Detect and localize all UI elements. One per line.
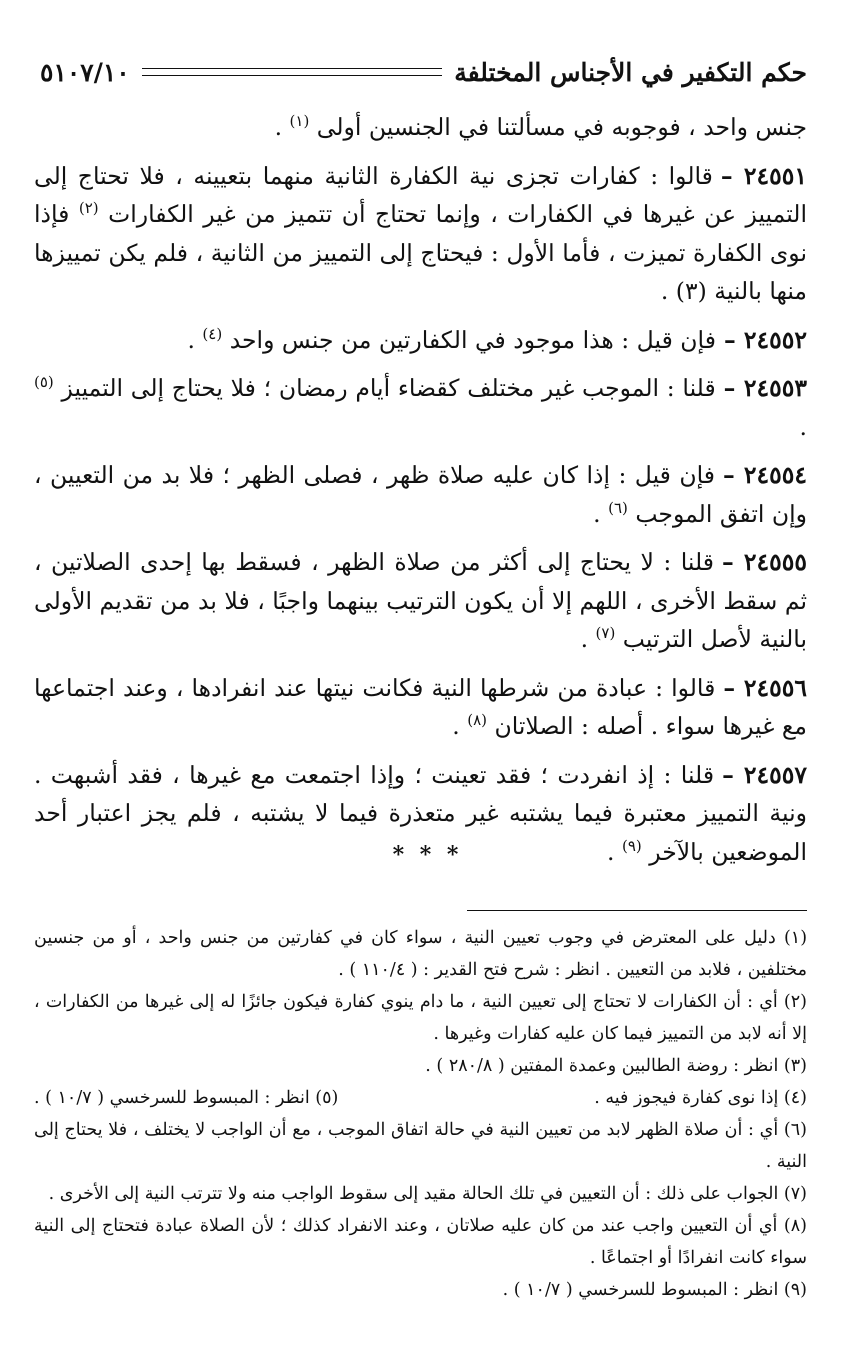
paragraph-text: قالوا : عبادة من شرطها النية فكانت نيتها عند انفرادها ، وعند اجتماعها مع غيرها سواء . أصله : الصلاتان bbox=[34, 673, 807, 740]
header-rule bbox=[142, 68, 443, 76]
paragraph-number: ٢٤٥٥٦ – bbox=[723, 673, 807, 702]
footnote: (٤) إذا نوى كفارة فيجوز فيه . bbox=[594, 1088, 807, 1108]
paragraph-tail: . bbox=[187, 325, 203, 354]
footnote-ref: (٩) bbox=[621, 836, 642, 855]
paragraph-text: قلنا : إذ انفردت ؛ فقد تعينت ؛ وإذا اجتمعت مع غيرها ، فقد أشبهت . ونية التمييز معتبرة فيما يشتبه غير متعذرة فيما لا يشتبه ، فلم يجز اعتبار أحد الموضعين بالآخر bbox=[34, 760, 807, 866]
paragraph-text: قلنا : لا يحتاج إلى أكثر من صلاة الظهر ، فسقط بها إحدى الصلاتين ، ثم سقط الأخرى ، اللهم إلا أن يكون الترتيب بينهما واجبًا ، فلا بد من تقديم الأولى بالنية لأصل الترتيب bbox=[34, 548, 807, 653]
footnote: (٩) انظر : المبسوط للسرخسي ( ١٠/٧ ) . bbox=[502, 1280, 807, 1300]
paragraph-tail: . bbox=[274, 113, 290, 141]
paragraph-text: جنس واحد ، فوجوبه في مسألتنا في الجنسين أولى bbox=[316, 113, 807, 141]
footnote-ref: (١) bbox=[289, 112, 310, 131]
paragraph-tail: . bbox=[580, 625, 596, 653]
paragraph bbox=[34, 669, 807, 746]
footnote: (٢) أي : أن الكفارات لا تحتاج إلى تعيين النية ، ما دام ينوي كفارة فيكون جائزًا له إلى غيرها من الكفارات ، إلا أنه لابد من التمييز فيما كان عليه كفارات وغيرها . bbox=[34, 992, 807, 1044]
footnote-ref: (٧) bbox=[595, 624, 616, 643]
footnote: (٨) أي أن التعيين واجب عند من كان عليه صلاتان ، وعند الانفراد كذلك ؛ لأن الصلاة عبادة فتحتاج إلى النية سواء كانت انفرادًا أو اجتماعًا . bbox=[34, 1216, 807, 1268]
paragraph bbox=[34, 456, 807, 533]
footnote-rule bbox=[467, 910, 807, 911]
paragraph bbox=[34, 543, 807, 659]
paragraph-number: ٢٤٥٥٧ – bbox=[722, 760, 807, 789]
paragraph bbox=[34, 321, 807, 360]
paragraph-number: ٢٤٥٥٥ – bbox=[721, 548, 807, 576]
running-header bbox=[40, 52, 807, 92]
footnote: (٣) انظر : روضة الطالبين وعمدة المفتين ( ٢٨٠/٨ ) . bbox=[425, 1056, 807, 1076]
footnote-ref: (٢) bbox=[78, 199, 99, 218]
paragraph-text: فإن قيل : إذا كان عليه صلاة ظهر ، فصلى الظهر ؛ فلا بد من التعيين ، وإن اتفق الموجب bbox=[34, 461, 807, 528]
paragraph bbox=[34, 157, 807, 311]
paragraph-number: ٢٤٥٥١ – bbox=[720, 161, 807, 190]
main-text bbox=[34, 108, 807, 881]
paragraph-tail: . bbox=[452, 712, 468, 740]
footnote-ref: (٦) bbox=[608, 498, 628, 517]
paragraph-text: قالوا : كفارات تجزى نية الكفارة الثانية منهما بتعيينه ، فلا تحتاج إلى التمييز عن غيرها في الكفارات ، وإنما تحتاج أن تتميز من غير الكفارات bbox=[34, 161, 807, 228]
paragraph-tail: فإذا نوى الكفارة تميزت ، فأما الأول : فيحتاج إلى التمييز من الثانية ، فلم يكن تمييزها منها بالنية (٣) . bbox=[34, 200, 807, 305]
paragraph-number: ٢٤٥٥٢ – bbox=[723, 325, 807, 354]
paragraph-tail: . bbox=[607, 837, 622, 866]
paragraph-tail: . bbox=[593, 499, 609, 528]
paragraph-text: قلنا : الموجب غير مختلف كقضاء أيام رمضان ؛ فلا يحتاج إلى التمييز bbox=[61, 374, 716, 402]
footnote-row bbox=[34, 1082, 807, 1114]
footnote: (٥) انظر : المبسوط للسرخسي ( ١٠/٧ ) . bbox=[34, 1088, 339, 1108]
header-title: حكم التكفير في الأجناس المختلفة bbox=[454, 57, 807, 87]
section-separator: * * * bbox=[392, 842, 463, 868]
paragraph-number: ٢٤٥٥٤ – bbox=[722, 461, 807, 489]
footnote: (٧) الجواب على ذلك : أن التعيين في تلك الحالة مقيد إلى سقوط الواجب منه ولا تترتب النية إلى الأخرى . bbox=[48, 1184, 807, 1204]
footnote: (١) دليل على المعترض في وجوب تعيين النية ، سواء كان في كفارتين من جنس واحد ، أو من جنسين مختلفين ، فلابد من التعيين . انظر : شرح فتح القدير : ( ١١٠/٤ ) . bbox=[34, 928, 808, 980]
footnote-ref: (٨) bbox=[467, 711, 487, 730]
footnote: (٦) أي : أن صلاة الظهر لابد من تعيين النية في حالة اتفاق الموجب ، مع أن الواجب لا يختلف ، فلا يحتاج إلى النية . bbox=[34, 1120, 807, 1172]
footnotes bbox=[34, 922, 807, 1306]
footnote-ref: (٥) bbox=[34, 373, 54, 392]
page-reference: ٥١٠٧/١٠ bbox=[40, 57, 130, 87]
paragraph-number: ٢٤٥٥٣ – bbox=[723, 374, 807, 402]
paragraph bbox=[34, 369, 807, 446]
paragraph-text: فإن قيل : هذا موجود في الكفارتين من جنس واحد bbox=[229, 325, 716, 354]
paragraph bbox=[34, 108, 807, 147]
paragraph-tail: . bbox=[799, 412, 807, 441]
footnote-ref: (٤) bbox=[202, 324, 223, 343]
